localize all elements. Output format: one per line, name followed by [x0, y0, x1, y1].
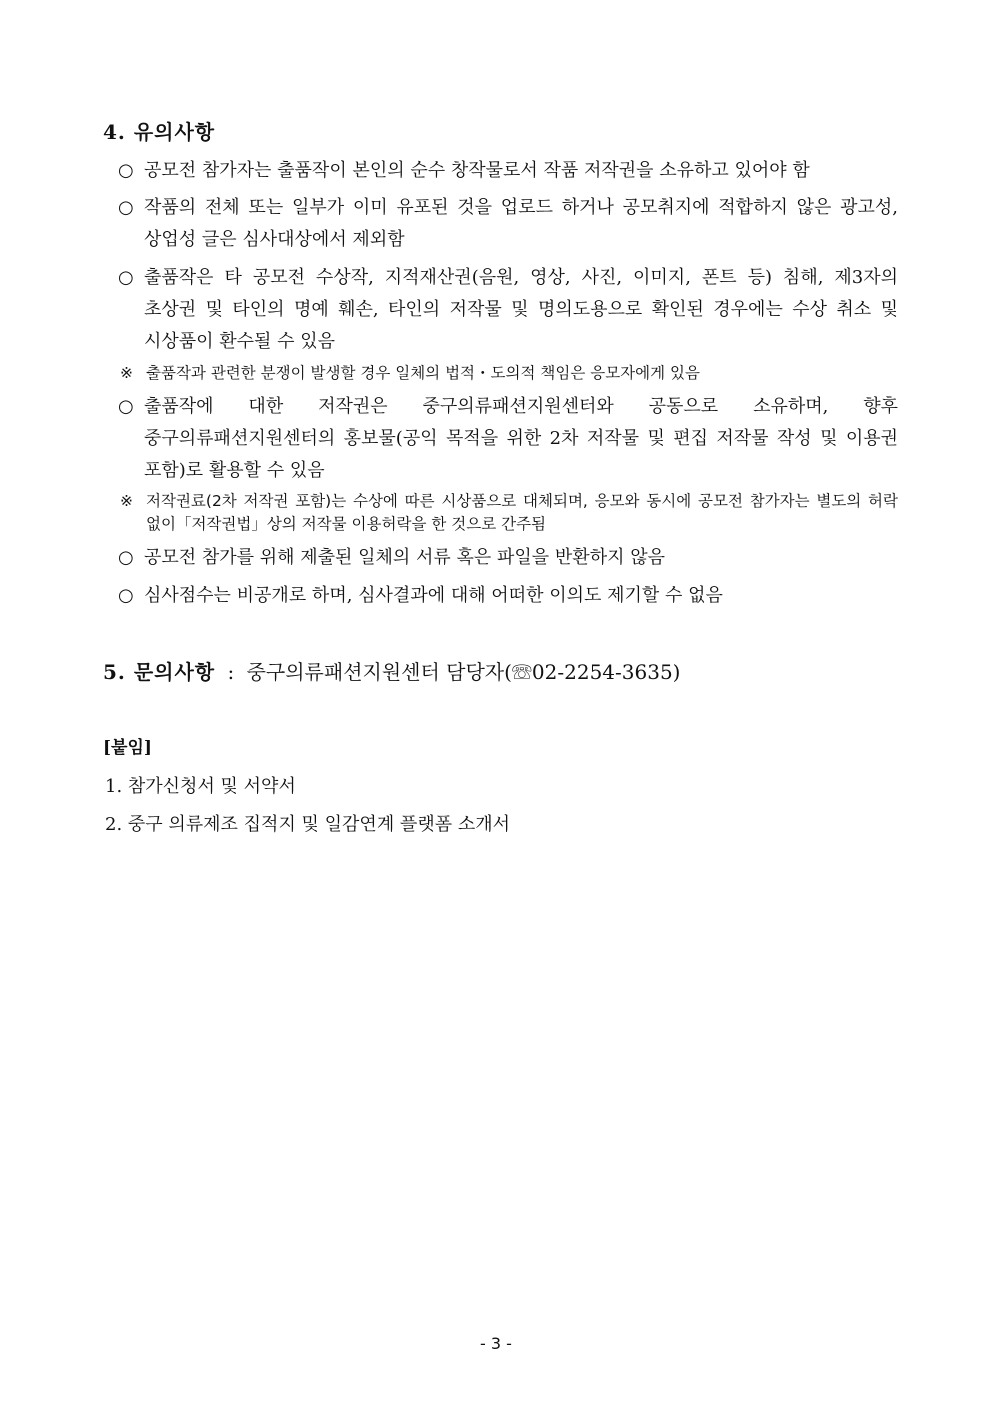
notice-item [118, 542, 898, 574]
notice-text: 출품작은 타 공모전 수상작, 지적재산권(음원, 영상, 사진, 이미지, 폰트 등) 침해, 제3자의 초상권 및 타인의 명예 훼손, 타인의 저작물 및 명의도용으로 확인된 경우에는 수상 취소 및 시상품이 환수될 수 있음 [144, 267, 898, 352]
separator: : [227, 660, 235, 684]
circle-bullet-icon: ○ [118, 267, 134, 288]
circle-bullet-icon: ○ [118, 160, 134, 181]
notice-note [120, 490, 898, 536]
circle-bullet-icon: ○ [118, 396, 134, 417]
notice-text: 출품작에 대한 저작권은 중구의류패션지원센터와 공동으로 소유하며, 향후 중구의류패션지원센터의 홍보물(공익 목적을 위한 2차 저작물 및 편집 저작물 작성 및 이용권 포함)로 활용할 수 있음 [144, 396, 898, 481]
notice-item [118, 391, 898, 487]
notice-item [118, 262, 898, 358]
notice-item [118, 580, 898, 612]
attachments-title: [붙임] [103, 738, 152, 758]
section-4-title: 4. 유의사항 [103, 120, 216, 144]
notice-text: 공모전 참가자는 출품작이 본인의 순수 창작물로서 작품 저작권을 소유하고 있어야 함 [144, 160, 810, 181]
attachment-item: 2. 중구 의류제조 집적지 및 일감연계 플랫폼 소개서 [105, 814, 510, 835]
contact-info: 중구의류패션지원센터 담당자(☏02-2254-3635) [246, 660, 681, 684]
section-5-title: 5. 문의사항 [103, 660, 216, 684]
reference-mark-icon: ※ [120, 364, 133, 382]
notice-text: 작품의 전체 또는 일부가 이미 유포된 것을 업로드 하거나 공모취지에 적합하지 않은 광고성, 상업성 글은 심사대상에서 제외함 [144, 197, 898, 250]
reference-mark-icon: ※ [120, 492, 133, 510]
notice-item [118, 192, 898, 256]
notice-note [120, 362, 898, 385]
page-number: - 3 - [480, 1334, 512, 1353]
circle-bullet-icon: ○ [118, 547, 134, 568]
section-5 [103, 656, 680, 685]
notice-text: 심사점수는 비공개로 하며, 심사결과에 대해 어떠한 이의도 제기할 수 없음 [144, 585, 723, 606]
circle-bullet-icon: ○ [118, 585, 134, 606]
note-text: 출품작과 관련한 분쟁이 발생할 경우 일체의 법적・도의적 책임은 응모자에게 있음 [146, 364, 700, 382]
notice-text: 공모전 참가를 위해 제출된 일체의 서류 혹은 파일을 반환하지 않음 [144, 547, 665, 568]
attachment-item: 1. 참가신청서 및 서약서 [105, 776, 296, 797]
notice-item [118, 155, 898, 187]
circle-bullet-icon: ○ [118, 197, 134, 218]
note-text: 저작권료(2차 저작권 포함)는 수상에 따른 시상품으로 대체되며, 응모와 동시에 공모전 참가자는 별도의 허락 없이「저작권법」상의 저작물 이용허락을 한 것으로 간주됨 [146, 492, 898, 533]
